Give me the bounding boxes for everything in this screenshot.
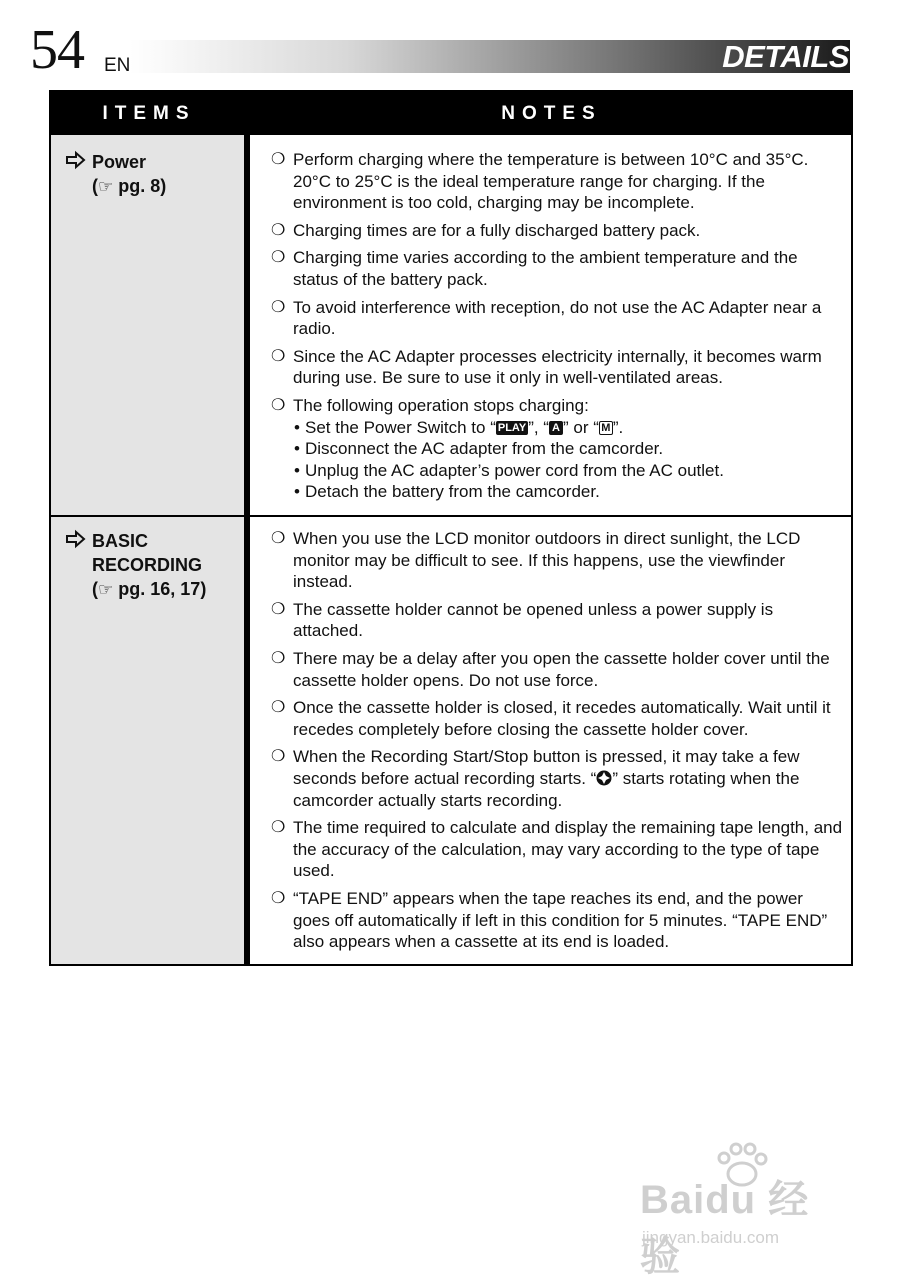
- page-language: EN: [104, 55, 131, 76]
- note-item: ❍ Once the cassette holder is closed, it recedes automatically. Wait until it recedes completely before closing the cassette holder cover.: [271, 698, 831, 739]
- items-column-bg: [51, 92, 244, 964]
- circle-bullet-icon: ❍: [271, 649, 286, 667]
- circle-bullet-icon: ❍: [271, 249, 286, 267]
- circle-bullet-icon: ❍: [271, 151, 286, 168]
- sub-item: • Detach the battery from the camcorder.: [294, 482, 600, 502]
- section-title: DETAILS: [722, 39, 849, 74]
- table-header: [51, 92, 851, 135]
- item-title: BASIC: [92, 531, 149, 551]
- notes-power: [271, 149, 843, 509]
- pointer-arrow-icon: [65, 150, 87, 170]
- item-title: Power: [92, 152, 147, 172]
- auto-mode-icon: A: [549, 421, 563, 435]
- circle-bullet-icon: ❍: [271, 530, 286, 547]
- sub-item: • Set the Power Switch to “ PLAY ”, “ A ” or “ M ”.: [294, 417, 624, 437]
- note-item: ❍ To avoid interference with reception, do not use the AC Adapter near a radio.: [271, 297, 822, 339]
- column-divider: [244, 92, 250, 964]
- circle-bullet-icon: ❍: [271, 396, 286, 414]
- item-basic-recording: [65, 529, 240, 602]
- circle-bullet-icon: ❍: [271, 298, 286, 316]
- watermark-brand: Baidu 经验: [640, 1178, 810, 1279]
- watermark-url: jingyan.baidu.com: [642, 1228, 780, 1247]
- circle-bullet-icon: ❍: [271, 221, 286, 239]
- item-title: RECORDING: [92, 555, 203, 575]
- note-item: ❍ When you use the LCD monitor outdoors in direct sunlight, the LCD monitor may be difficult to see. If this happens, use the viewfinder instead.: [271, 529, 801, 592]
- page-number: 54: [30, 19, 84, 81]
- row-divider: [51, 515, 851, 517]
- note-item: ❍ The time required to calculate and display the remaining tape length, and the accuracy of the calculation, may vary according to the type of tape used.: [271, 818, 843, 881]
- items-column-header: ITEMS: [102, 103, 196, 124]
- sub-item: • Disconnect the AC adapter from the camcorder.: [294, 439, 664, 459]
- play-mode-icon: PLAY: [497, 421, 527, 434]
- circle-bullet-icon: ❍: [271, 347, 286, 365]
- page-reference-text: pg. 8: [118, 176, 161, 196]
- circle-bullet-icon: ❍: [271, 819, 286, 837]
- note-item: ❍ Since the AC Adapter processes electricity internally, it becomes warm during use. Be sure to use it only in well-ventilated areas.: [271, 346, 822, 388]
- details-table: [49, 90, 853, 966]
- pointer-arrow-icon: [65, 529, 87, 549]
- sub-item: • Unplug the AC adapter’s power cord from the AC outlet.: [294, 460, 724, 480]
- note-item: ❍ When the Recording Start/Stop button is pressed, it may take a few seconds before actual recording starts. “ ” starts rotating when the camcorder actually starts recording.: [271, 747, 800, 810]
- note-item: ❍ Charging time varies according to the ambient temperature and the status of the battery pack.: [271, 248, 798, 289]
- page-header: [0, 0, 901, 90]
- hand-pointer-icon: ☞: [98, 177, 114, 196]
- circle-bullet-icon: ❍: [271, 889, 286, 907]
- note-item: ❍ There may be a delay after you open the cassette holder cover until the cassette holder opens. Do not use force.: [271, 648, 830, 690]
- hand-pointer-icon: ☞: [98, 580, 114, 599]
- manual-mode-icon: M: [599, 421, 613, 435]
- page-reference: (☞ pg. 8): [92, 176, 167, 196]
- note-item: ❍ The cassette holder cannot be opened unless a power supply is attached.: [271, 599, 774, 641]
- page-reference: (☞ pg. 16, 17): [92, 579, 207, 599]
- watermark: [640, 1140, 850, 1279]
- circle-bullet-icon: ❍: [271, 699, 286, 717]
- notes-basic-recording: [271, 528, 843, 959]
- note-item: ❍ Perform charging where the temperature is between 10°C and 35°C. 20°C to 25°C is the ideal temperature range for charging. If the environment is too cold, charging may be incomplete.: [271, 150, 809, 213]
- circle-bullet-icon: ❍: [271, 748, 286, 766]
- note-item-stops-charging: ❍ The following operation stops charging: • Set the Power Switch to “ PLAY ”, “ A ” or “ M ”. • Disconnect the AC adapter from the camcorder. • Unplug the AC adapter’s power cord from the AC outlet. • Detach the battery from the camcorder.: [271, 395, 843, 503]
- note-item: ❍ “TAPE END” appears when the tape reaches its end, and the power goes off automatically if left in this condition for 5 minutes. “TAPE END” also appears when a cassette at its end is loaded.: [271, 888, 828, 952]
- note-item: ❍ Charging times are for a fully discharged battery pack.: [271, 220, 701, 240]
- notes-column-header: NOTES: [501, 103, 602, 124]
- page-reference-text: pg. 16, 17: [118, 579, 201, 599]
- recording-indicator-icon: [596, 770, 612, 786]
- item-power: [65, 150, 240, 199]
- circle-bullet-icon: ❍: [271, 600, 286, 618]
